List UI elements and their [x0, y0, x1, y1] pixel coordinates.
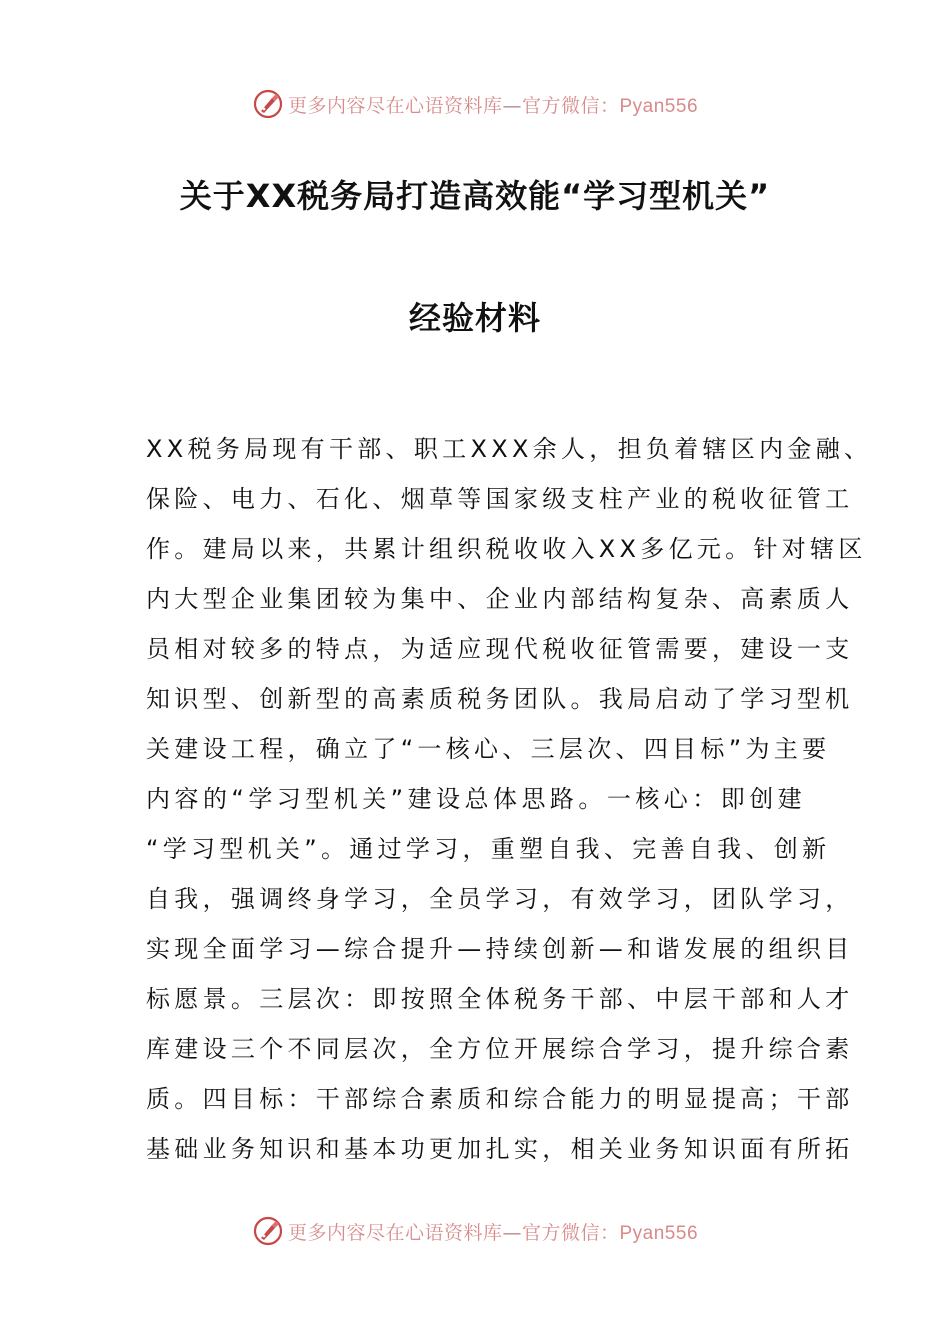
body-line: 库建设三个不同层次，全方位开展综合学习，提升综合素: [146, 1035, 854, 1063]
body-line: 作。建局以来，共累计组织税收收入XX多亿元。针对辖区: [146, 535, 867, 563]
body-line: 内容的“学习型机关”建设总体思路。一核心：即创建: [146, 785, 806, 813]
body-line: 内大型企业集团较为集中、企业内部结构复杂、高素质人: [146, 585, 854, 613]
body-line: 质。四目标：干部综合素质和综合能力的明显提高；干部: [146, 1085, 854, 1113]
body-line: 实现全面学习—综合提升—持续创新—和谐发展的组织目: [146, 935, 854, 963]
body-line: 自我，强调终身学习，全员学习，有效学习，团队学习，: [146, 885, 854, 913]
body-paragraph: [146, 424, 873, 1174]
document-title-line-2: 经验材料: [408, 299, 541, 337]
watermark-text: 更多内容尽在心语资料库—官方微信：Pyan556: [287, 94, 699, 117]
body-line: 关建设工程，确立了“一核心、三层次、四目标”为主要: [146, 735, 831, 763]
body-line: 基础业务知识和基本功更加扎实，相关业务知识面有所拓: [146, 1135, 854, 1163]
body-line: “学习型机关”。通过学习，重塑自我、完善自我、创新: [146, 835, 831, 863]
pen-nib-logo-icon: [252, 1215, 284, 1247]
footer-watermark: [0, 1213, 950, 1249]
body-line: 知识型、创新型的高素质税务团队。我局启动了学习型机: [146, 685, 854, 713]
header-watermark: [0, 86, 950, 122]
pen-nib-logo-icon: [252, 88, 284, 120]
body-line: 标愿景。三层次：即按照全体税务干部、中层干部和人才: [146, 985, 854, 1013]
body-line: 保险、电力、石化、烟草等国家级支柱产业的税收征管工: [146, 485, 854, 513]
body-line: XX税务局现有干部、职工XXX余人，担负着辖区内金融、: [146, 435, 873, 463]
document-title-line-1: 关于XX税务局打造高效能“学习型机关”: [179, 177, 771, 215]
watermark-text: 更多内容尽在心语资料库—官方微信：Pyan556: [287, 1221, 699, 1244]
body-line: 员相对较多的特点，为适应现代税收征管需要，建设一支: [146, 635, 854, 663]
